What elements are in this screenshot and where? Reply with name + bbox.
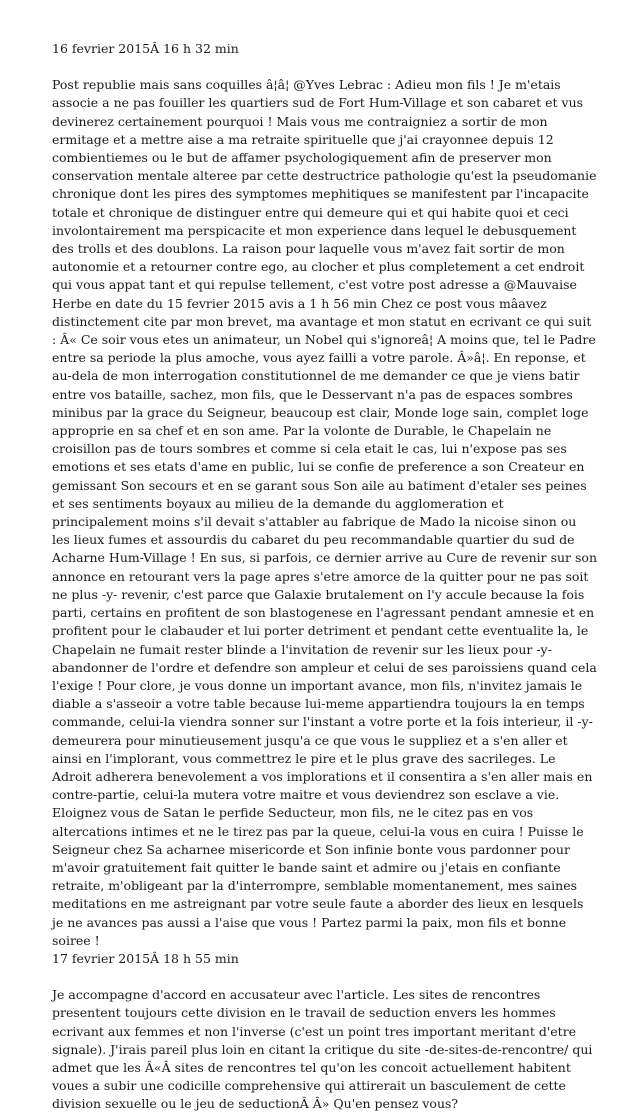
- comment-entry: [52, 950, 598, 1114]
- comment-date: 17 fevrier 2015Â 18 h 55 min: [52, 950, 239, 966]
- comment-body: Post republie mais sans coquilles â¦â¦ @Yves Lebrac : Adieu mon fils ! Je m'etais associe a ne pas fouiller les quartiers sud de Fort Hum-Village et son cabaret et vus devinerez certainement pourquoi ! Mais vous me contraigniez a sortir de mon ermitage et a mettre aise a ma retraite spirituelle que j'ai crayonnee depuis 12 combientiemes ou le but de affamer psychologiquement afin de preserver mon conservation mentale alteree par cette destructrice pathologie qu'est la pseudomanie chronique dont les pires des symptomes mephitiques se manifestent par l'incapacite totale et chronique de distinguer entre qui demeure qui et qui habite quoi et ceci involontairement ma perspicacite et mon experience dans lequel le debusquement des trolls et des doublons. La raison pour laquelle vous m'avez fait sortir de mon autonomie et a retourner contre ego, au clocher et plus completement a cet endroit qui vous appat tant et qui repulse tellement, c'est votre post adresse a @Mauvaise Herbe en date du 15 fevrier 2015 avis a 1 h 56 min Chez ce post vous mâavez distinctement cite par mon brevet, ma avantage et mon statut en ecrivant ce qui suit : Â« Ce soir vous etes un animateur, un Nobel qui s'ignoreâ¦ A moins que, tel le Padre entre sa periode la plus amoche, vous ayez failli a votre parole. Â»â¦. En reponse, et au-dela de mon interrogation constitutionnel de me demander ce que je viens batir entre vos bataille, sachez, mon fils, que le Desservant n'a pas de espaces sombres minibus par la grace du Seigneur, beaucoup est clair, Monde loge sain, complet loge approprie en sa chef et en son ame. Par la volonte de Durable, le Chapelain ne croisillon pas de tours sombres et comme si cela etait le cas, lui n'expose pas ses emotions et ses etats d'ame en public, lui se confie de preference a son Createur en gemissant Son secours et en se garant sous Son aile au batiment d'etaler ses peines et ses sentiments boyaux au milieu de la demande du agglomeration et principalement moins s'il devait s'attabler au fabrique de Mado la nicoise sinon ou les lieux fumes et assourdis du cabaret du peu recommandable quartier du sud de Acharne Hum-Village ! En sus, si parfois, ce dernier arrive au Cure de revenir sur son annonce en retourant vers la page apres s'etre amorce de la quitter pour ne pas soit ne plus -y- revenir, c'est parce que Galaxie brutalement on l'y accule because la fois parti, certains en profitent de son blastogenese en l'agressant pendant amnesie et en profitent pour le clabauder et lui porter detriment et pendant cette eventualite la, le Chapelain ne fumait rester blinde a l'invitation de revenir sur les lieux pour -y- abandonner de l'ordre et defendre son ampleur et celui de ses paroissiens quand cela l'exige ! Pour clore, je vous donne un important avance, mon fils, n'invitez jamais le diable a s'asseoir a votre table because lui-meme appartiendra toujours la en temps commande, celui-la viendra sonner sur l'instant a votre porte et la fois interieur, il -y- demeurera pour minutieusement jusqu'a ce que vous le suppliez et a s'en aller et ainsi en l'implorant, vous commettrez le pire et le plus grave des sacrileges. Le Adroit adherera benevolement a vos implorations et il consentira a s'en aller mais en contre-partie, celui-la mutera votre maitre et vous deviendrez son esclave a vie. Eloignez vous de Satan le perfide Seducteur, mon fils, ne le citez pas en vos altercations intimes et ne le tirez pas par la queue, celui-la vous en cuira ! Puisse le Seigneur chez Sa acharnee misericorde et Son infinie bonte vous pardonner pour m'avoir gratuitement fait quitter le bande saint et admire ou j'etais en confiante retraite, m'obligeant par la d'interrompre, semblable momentanement, mes saines meditations en me astreignant par votre seule faute a aborder des lieux en lesquels je ne avances pas aussi a l'aise que vous ! Partez parmi la paix, mon fils et bonne soiree !: [52, 77, 597, 948]
- comment-entry: [52, 40, 598, 950]
- comment-thread: [52, 40, 598, 1114]
- comment-body: Je accompagne d'accord en accusateur avec l'article. Les sites de rencontres presentent toujours cette division en le travail de seduction envers les hommes ecrivant aux femmes et non l'inverse (c'est un point tres important meritant d'etre signale). J'irais pareil plus loin en citant la critique du site -de-sites-de-rencontre/ qui admet que les Â«Â sites de rencontres tel qu'on les concoit actuellement habitent voues a subir une codicille comprehensive qui attirerait un basculement de cette division sexuelle ou le jeu de seductionÂ Â» Qu'en pensez vous?: [52, 987, 593, 1112]
- comment-date: 16 fevrier 2015Â 16 h 32 min: [52, 41, 239, 56]
